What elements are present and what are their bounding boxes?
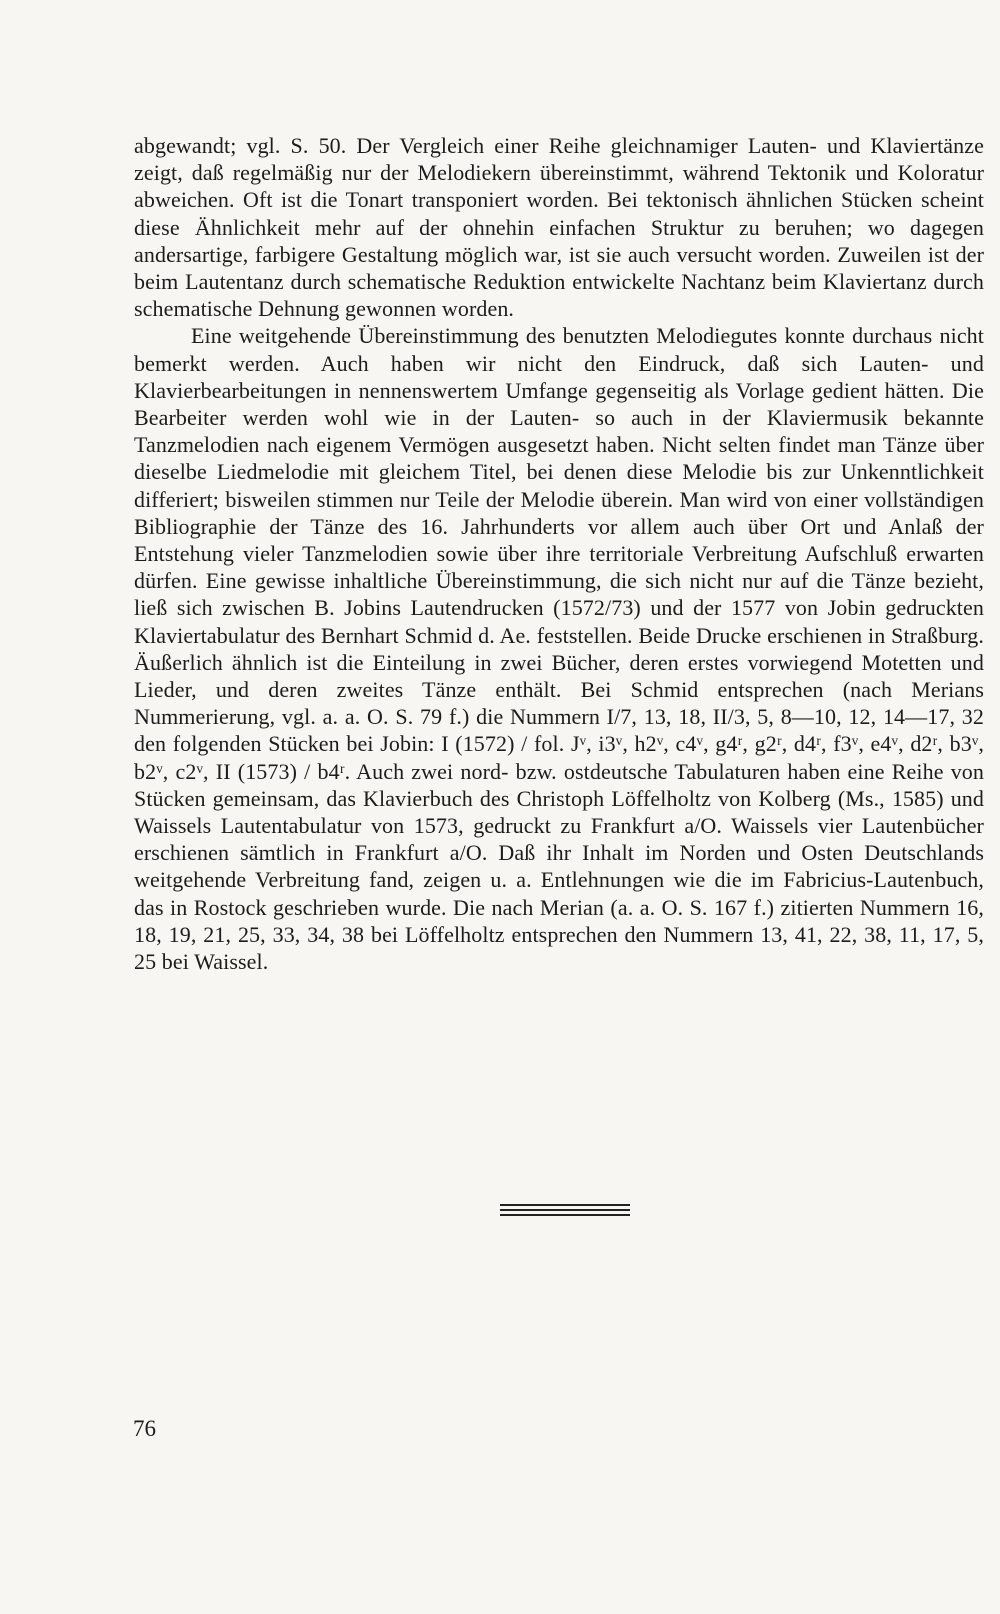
page-number: 76 <box>133 1416 156 1441</box>
paragraph-1: abgewandt; vgl. S. 50. Der Vergleich einer Reihe gleichnamiger Lauten- und Klaviertänze zeigt, daß regelmäßig nur der Melodiekern übereinstimmt, während Tektonik und Koloratur abweichen. Oft ist die Tonart transponiert worden. Bei tektonisch ähnlichen Stücken scheint diese Ähnlichkeit mehr auf der ohnehin einfachen Struktur zu beruhen; wo dagegen andersartige, farbigere Gestaltung möglich war, ist sie auch versucht worden. Zuweilen ist der beim Lautentanz durch schematische Reduktion entwickelte Nachtanz beim Klaviertanz durch schematische Dehnung gewonnen worden. <box>134 133 984 322</box>
paragraph-2: Eine weitgehende Übereinstimmung des benutzten Melodiegutes konnte durchaus nicht bemerkt werden. Auch haben wir nicht den Eindruck, daß sich Lauten- und Klavierbearbeitungen in nennenswertem Umfange gegenseitig als Vorlage gedient hätten. Die Bearbeiter werden wohl wie in der Lauten- so auch in der Klaviermusik bekannte Tanzmelodien nach eigenem Vermögen ausgesetzt haben. Nicht selten findet man Tänze über dieselbe Liedmelodie mit gleichem Titel, bei denen diese Melodie bis zur Unkenntlichkeit differiert; bisweilen stimmen nur Teile der Melodie überein. Man wird von einer vollständigen Bibliographie der Tänze des 16. Jahrhunderts vor allem auch über Ort und Anlaß der Entstehung vieler Tanzmelodien sowie über ihre territoriale Verbreitung Aufschluß erwarten dürfen. Eine gewisse inhaltliche Übereinstimmung, die sich nicht nur auf die Tänze bezieht, ließ sich zwischen B. Jobins Lautendrucken (1572/73) und der 1577 von Jobin gedruckten Klaviertabulatur des Bernhart Schmid d. Ae. feststellen. Beide Drucke erschienen in Straßburg. Äußerlich ähnlich ist die Einteilung in zwei Bücher, deren erstes vorwiegend Motetten und Lieder, und deren zweites Tänze enthält. Bei Schmid entsprechen (nach Merians Nummerierung, vgl. a. a. O. S. 79 f.) die Nummern I/7, 13, 18, II/3, 5, 8—10, 12, 14—17, 32 den folgenden Stücken bei Jobin: I (1572) / fol. Jᵛ, i3ᵛ, h2ᵛ, c4ᵛ, g4ʳ, g2ʳ, d4ʳ, f3ᵛ, e4ᵛ, d2ʳ, b3ᵛ, b2ᵛ, c2ᵛ, II (1573) / b4ʳ. Auch zwei nord- bzw. ostdeutsche Tabulaturen haben eine Reihe von Stücken gemeinsam, das Klavierbuch des Christoph Löffelholtz von Kolberg (Ms., 1585) und Waissels Lautentabulatur von 1573, gedruckt zu Frankfurt a/O. Waissels vier Lautenbücher erschienen sämtlich in Frankfurt a/O. Daß ihr Inhalt im Norden und Osten Deutschlands weitgehende Verbreitung fand, zeigen u. a. Entlehnungen wie die im Fabricius-Lautenbuch, das in Rostock geschrieben wurde. Die nach Merian (a. a. O. S. 167 f.) zitierten Nummern 16, 18, 19, 21, 25, 33, 34, 38 bei Löffelholtz entsprechen den Nummern 13, 41, 22, 38, 11, 17, 5, 25 bei Waissel. <box>134 323 984 975</box>
section-end-rule <box>500 1204 630 1219</box>
body-text <box>134 132 984 975</box>
